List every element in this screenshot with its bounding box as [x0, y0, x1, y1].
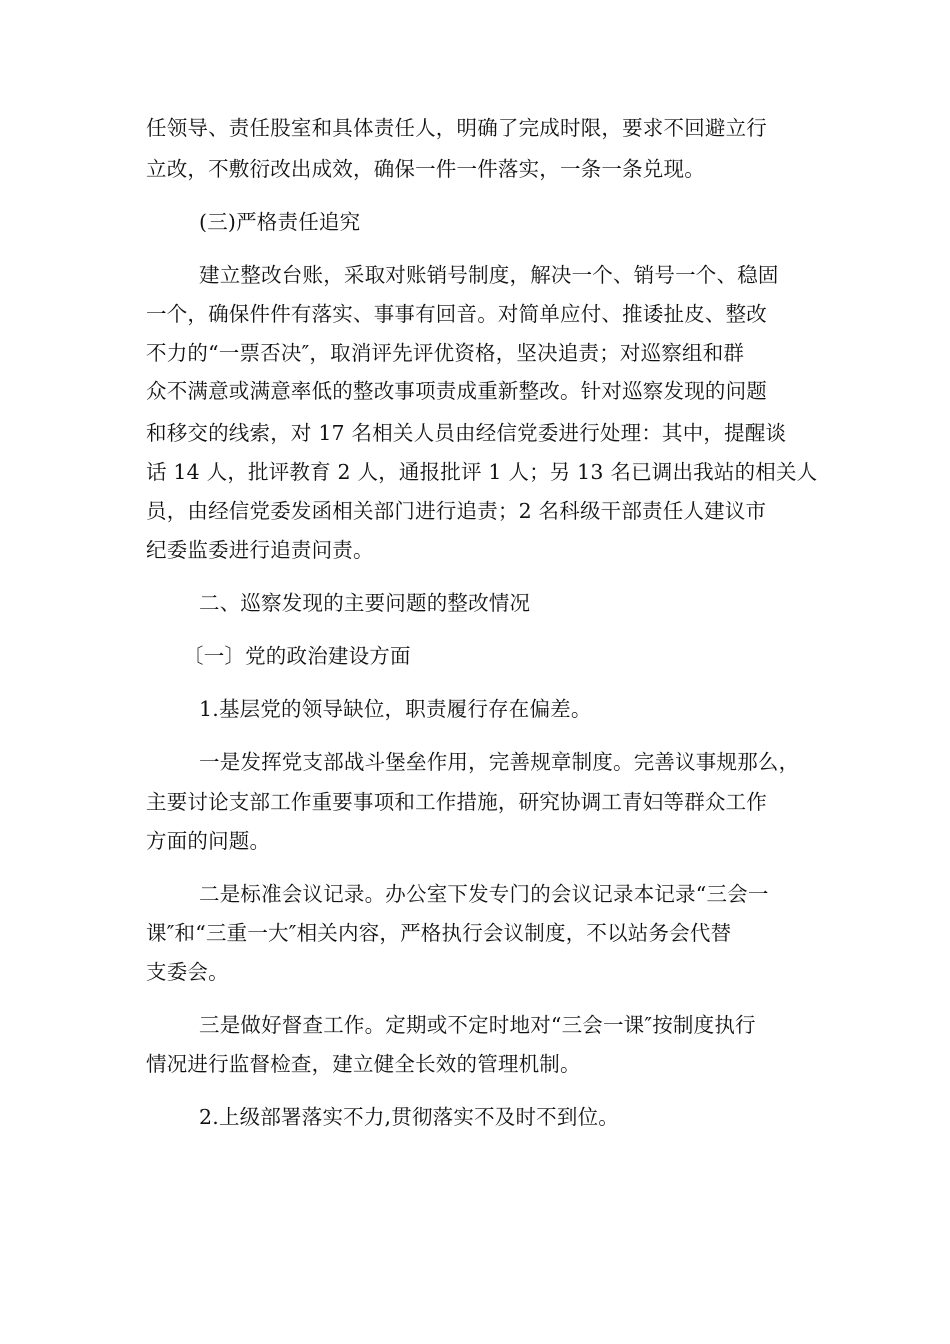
- text-line: 任领导、责任股室和具体责任人，明确了完成时限，要求不回避立行: [146, 116, 767, 140]
- text-line: 三是做好督查工作。定期或不定时地对“三会一课″按制度执行: [199, 1013, 756, 1037]
- text-line: 纪委监委进行追责问责。: [146, 538, 374, 562]
- text-line: 立改，不敷衍改出成效，确保一件一件落实，一条一条兑现。: [146, 157, 705, 181]
- text-line: 员，由经信党委发函相关部门进行追责；2 名科级干部责任人建议市: [146, 499, 767, 523]
- text-line: 和移交的线索，对 17 名相关人员由经信党委进行处理：其中，提醒谈: [146, 421, 787, 445]
- text-line: 建立整改台账，采取对账销号制度，解决一个、销号一个、稳固: [199, 263, 779, 287]
- text-line: 支委会。: [146, 960, 229, 984]
- text-line: 话 14 人，批评教育 2 人，通报批评 1 人；另 13 名已调出我站的相关人: [146, 460, 818, 484]
- text-line: 课″和“三重一大″相关内容，严格执行会议制度，不以站务会代替: [146, 921, 732, 945]
- item-heading: 1.基层党的领导缺位，职责履行存在偏差。: [199, 697, 592, 721]
- subsection-heading: 〔一〕党的政治建设方面: [183, 644, 411, 668]
- text-line: 主要讨论支部工作重要事项和工作措施，研究协调工青妇等群众工作: [146, 790, 767, 814]
- item-heading: 2.上级部署落实不力,贯彻落实不及时不到位。: [199, 1105, 619, 1129]
- section-heading: 二、巡察发现的主要问题的整改情况: [199, 591, 531, 615]
- text-line: 二是标准会议记录。办公室下发专门的会议记录本记录“三会一: [199, 882, 769, 906]
- text-line: 方面的问题。: [146, 829, 271, 853]
- text-line: 众不满意或满意率低的整改事项责成重新整改。针对巡察发现的问题: [146, 379, 767, 403]
- text-line: 一个，确保件件有落实、事事有回音。对简单应付、推诿扯皮、整改: [146, 302, 767, 326]
- text-line: 情况进行监督检查，建立健全长效的管理机制。: [146, 1052, 581, 1076]
- text-line: 一是发挥党支部战斗堡垒作用，完善规章制度。完善议事规那么，: [199, 750, 800, 774]
- section-heading: (三)严格责任追究: [199, 210, 361, 234]
- text-line: 不力的“一票否决″，取消评先评优资格，坚决追责；对巡察组和群: [146, 341, 745, 365]
